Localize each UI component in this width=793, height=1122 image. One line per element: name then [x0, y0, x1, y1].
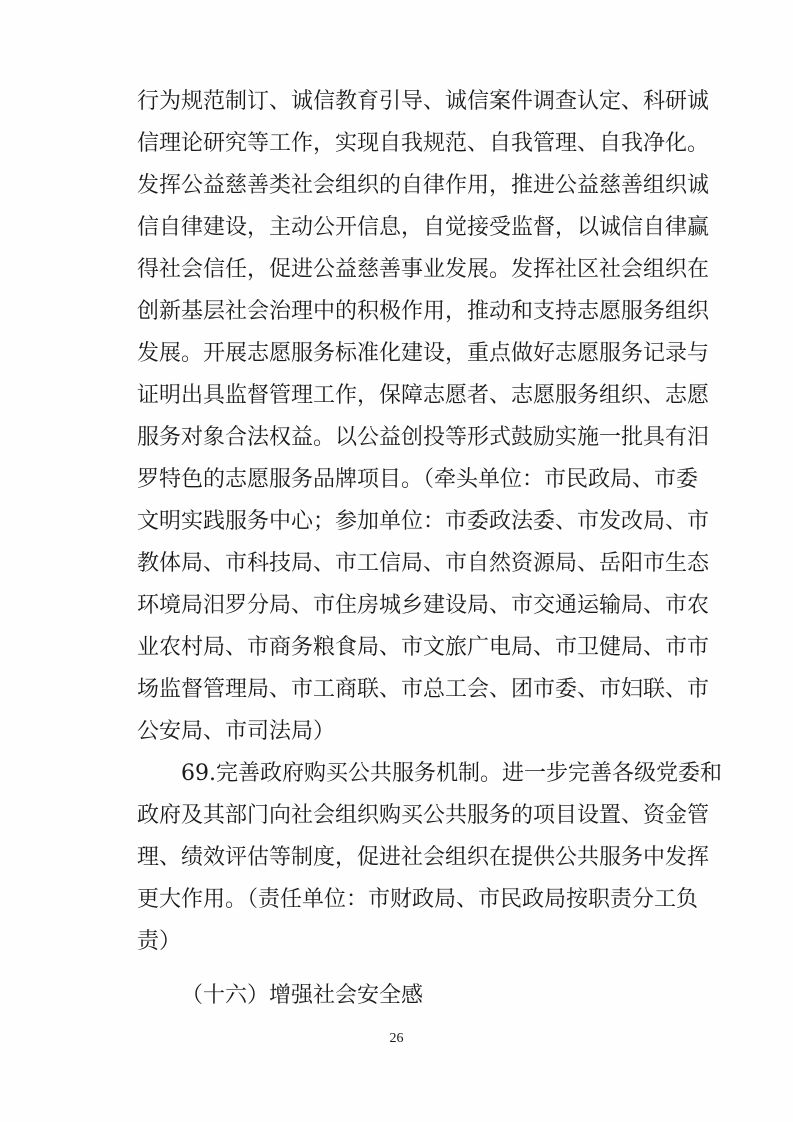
paragraph-line: 理、绩效评估等制度，促进社会组织在提供公共服务中发挥 [137, 845, 710, 870]
paragraph-line: 公安局、市司法局） [137, 719, 336, 744]
paragraph-line: 发展。开展志愿服务标准化建设，重点做好志愿服务记录与 [137, 341, 710, 366]
paragraph-line: 得社会信任，促进公益慈善事业发展。发挥社区社会组织在 [137, 257, 710, 282]
paragraph-line: 69.完善政府购买公共服务机制。进一步完善各级党委和 [181, 761, 722, 786]
paragraph-line: 责） [137, 929, 182, 954]
paragraph-line: 发挥公益慈善类社会组织的自律作用，推进公益慈善组织诚 [137, 173, 710, 198]
paragraph-line: 证明出具监督管理工作，保障志愿者、志愿服务组织、志愿 [137, 383, 710, 408]
paragraph-line: 政府及其部门向社会组织购买公共服务的项目设置、资金管 [137, 803, 710, 828]
paragraph-line: 业农村局、市商务粮食局、市文旅广电局、市卫健局、市市 [137, 635, 710, 660]
paragraph-line: 文明实践服务中心；参加单位：市委政法委、市发改局、市 [137, 509, 710, 534]
paragraph-line: 教体局、市科技局、市工信局、市自然资源局、岳阳市生态 [137, 551, 710, 576]
paragraph-line: 场监督管理局、市工商联、市总工会、团市委、市妇联、市 [137, 677, 710, 702]
paragraph-line: 更大作用。（责任单位：市财政局、市民政局按职责分工负 [137, 887, 699, 912]
page-number: 26 [389, 1031, 404, 1046]
paragraph-line: 行为规范制订、诚信教育引导、诚信案件调查认定、科研诚 [137, 89, 710, 114]
paragraph-line: 创新基层社会治理中的积极作用，推动和支持志愿服务组织 [137, 299, 710, 324]
paragraph-line: 环境局汨罗分局、市住房城乡建设局、市交通运输局、市农 [137, 593, 710, 618]
paragraph-line: 信理论研究等工作，实现自我规范、自我管理、自我净化。 [137, 131, 710, 156]
paragraph-line: 服务对象合法权益。以公益创投等形式鼓励实施一批具有汨 [137, 425, 710, 450]
paragraph-line: 信自律建设，主动公开信息，自觉接受监督，以诚信自律赢 [137, 215, 710, 240]
paragraph-line: 罗特色的志愿服务品牌项目。（牵头单位：市民政局、市委 [137, 467, 699, 492]
section-heading: （十六）增强社会安全感 [181, 983, 424, 1008]
